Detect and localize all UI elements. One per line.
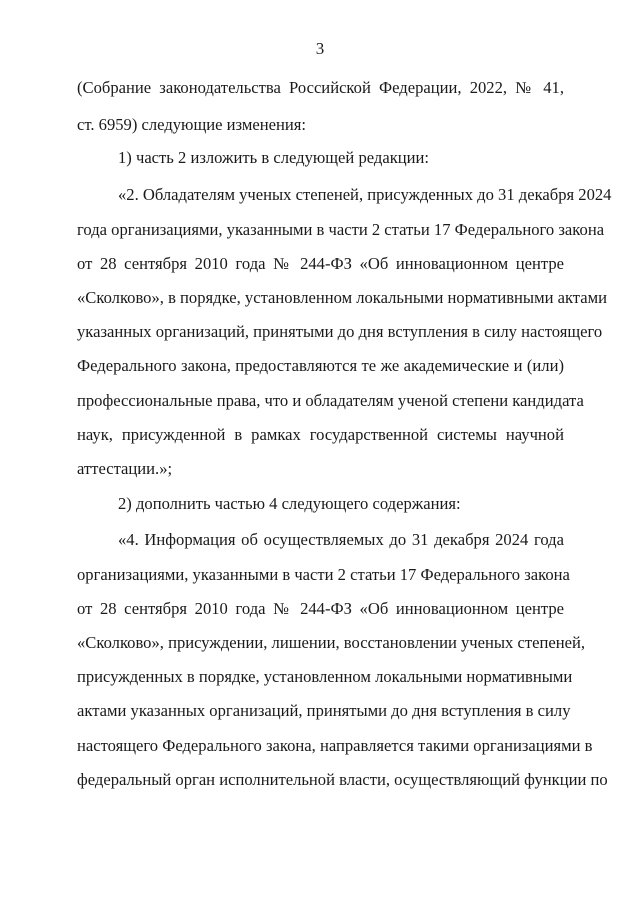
text-line: «Сколково», в порядке, установленном локальными нормативными актами	[77, 288, 608, 307]
text-line: 1) часть 2 изложить в следующей редакции:	[118, 148, 430, 167]
text-line: федеральный орган исполнительной власти, осуществляющий функции по	[77, 770, 608, 789]
text-line: 2) дополнить частью 4 следующего содержания:	[118, 494, 461, 513]
text-line: наук, присужденной в рамках государственной системы научной	[77, 425, 564, 444]
text-line: от 28 сентября 2010 года № 244-ФЗ «Об инновационном центре	[77, 599, 564, 618]
text-line: Федерального закона, предоставляются те же академические и (или)	[77, 356, 564, 375]
text-line: профессиональные права, что и обладателям ученой степени кандидата	[77, 391, 584, 410]
text-line: «Сколково», присуждении, лишении, восстановлении ученых степеней,	[77, 633, 585, 652]
text-line: указанных организаций, принятыми до дня вступления в силу настоящего	[77, 322, 603, 341]
text-line: актами указанных организаций, принятыми до дня вступления в силу	[77, 701, 571, 720]
text-line: от 28 сентября 2010 года № 244-ФЗ «Об инновационном центре	[77, 254, 564, 273]
text-line: аттестации.»;	[77, 459, 173, 478]
text-line: «4. Информация об осуществляемых до 31 декабря 2024 года	[118, 530, 564, 549]
page-number: 3	[315, 39, 325, 58]
text-line: организациями, указанными в части 2 статьи 17 Федерального закона	[77, 565, 570, 584]
text-line: (Собрание законодательства Российской Федерации, 2022, № 41,	[77, 78, 564, 97]
text-line: присужденных в порядке, установленном локальными нормативными	[77, 667, 573, 686]
text-line: «2. Обладателям ученых степеней, присужденных до 31 декабря 2024	[118, 185, 612, 204]
text-line: настоящего Федерального закона, направляется такими организациями в	[77, 736, 593, 755]
text-line: ст. 6959) следующие изменения:	[77, 115, 306, 134]
text-line: года организациями, указанными в части 2 статьи 17 Федерального закона	[77, 220, 605, 239]
